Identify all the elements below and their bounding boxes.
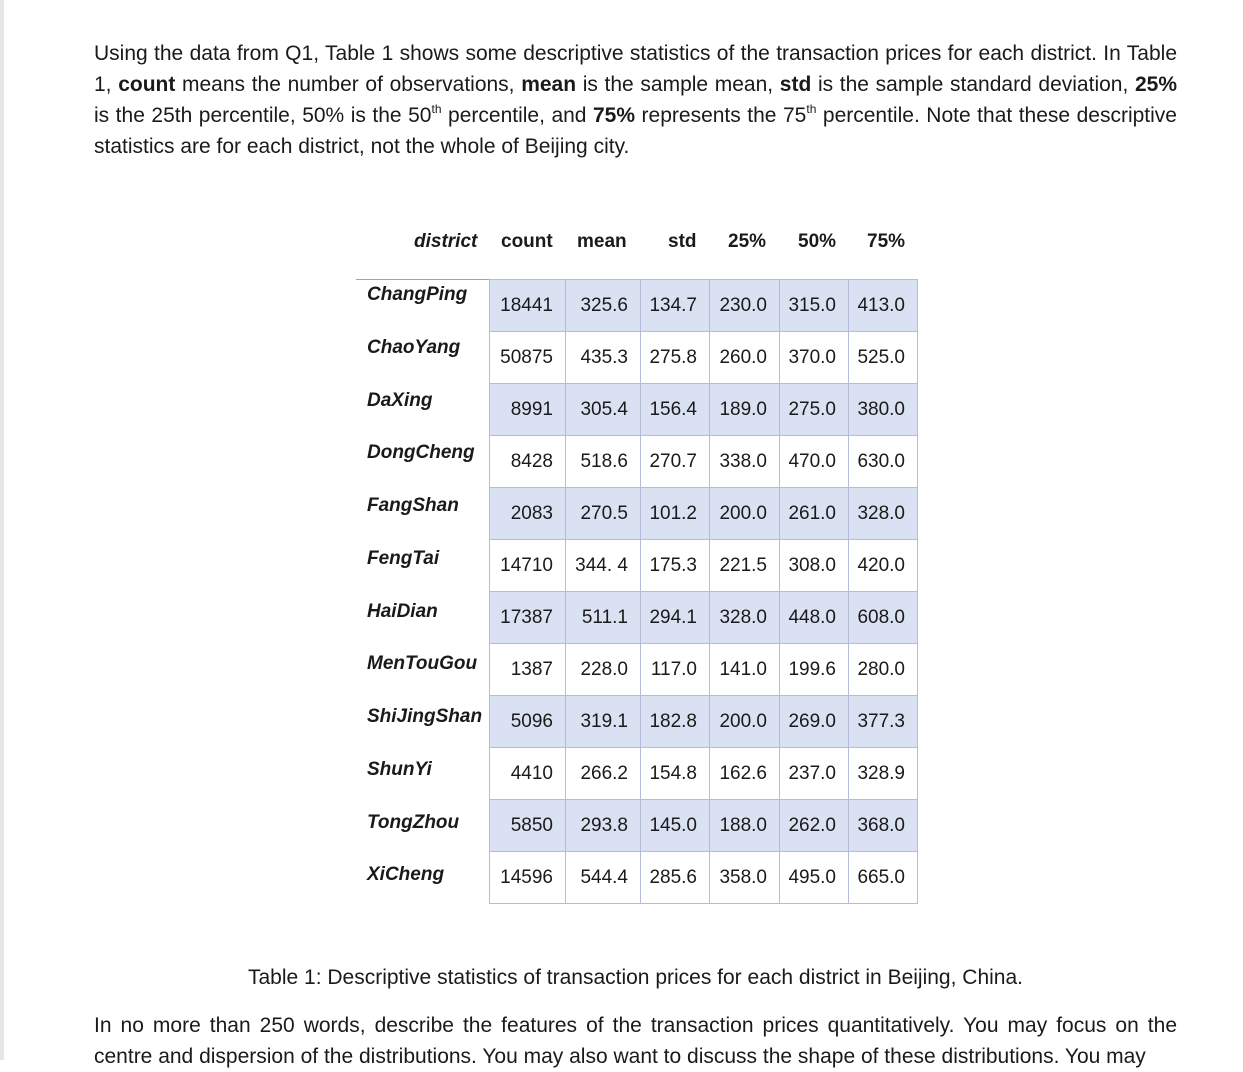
cell-p75: 630.0 <box>849 436 918 488</box>
term-count: count <box>118 73 176 96</box>
table-caption: Table 1: Descriptive statistics of transaction prices for each district in Beijing, China. <box>247 966 1023 989</box>
cell-count: 50875 <box>490 332 566 384</box>
cell-p25: 338.0 <box>710 436 780 488</box>
table-row <box>490 852 918 904</box>
cell-count: 4410 <box>490 748 566 800</box>
intro-text: means the number of observations, <box>175 73 522 96</box>
term-75: 75% <box>593 104 636 127</box>
cell-std: 101.2 <box>641 488 710 540</box>
district-label: XiCheng <box>367 864 445 886</box>
cell-p75: 608.0 <box>849 592 918 644</box>
cell-p25: 188.0 <box>710 800 780 852</box>
table-rule <box>356 279 490 280</box>
cell-p25: 189.0 <box>710 384 780 436</box>
table-row <box>490 540 918 592</box>
cell-count: 5850 <box>490 800 566 852</box>
superscript: th <box>431 102 442 116</box>
header-count: count <box>501 231 553 252</box>
header-75: 75% <box>867 231 906 252</box>
cell-count: 5096 <box>490 696 566 748</box>
cell-p75: 368.0 <box>849 800 918 852</box>
cell-count: 18441 <box>490 280 566 332</box>
cell-count: 8991 <box>490 384 566 436</box>
cell-p75: 328.0 <box>849 488 918 540</box>
intro-paragraph <box>94 38 1177 162</box>
term-25: 25% <box>1134 73 1177 96</box>
header-district: district <box>414 231 478 252</box>
superscript: th <box>806 102 817 116</box>
cell-p50: 308.0 <box>780 540 849 592</box>
cell-p25: 230.0 <box>710 280 780 332</box>
cell-p75: 328.9 <box>849 748 918 800</box>
cell-p50: 495.0 <box>780 852 849 904</box>
cell-std: 145.0 <box>641 800 710 852</box>
cell-p75: 525.0 <box>849 332 918 384</box>
table-row <box>490 696 918 748</box>
question-paragraph: In no more than 250 words, describe the features of the transaction prices quantitatively. You may focus on the centre and dispersion of the distributions. You may also want to discuss the shape of these distributions. You may <box>94 1014 1177 1068</box>
district-label: ShunYi <box>367 758 432 780</box>
cell-count: 14710 <box>490 540 566 592</box>
cell-p25: 162.6 <box>710 748 780 800</box>
cell-mean: 319.1 <box>566 696 641 748</box>
district-label: FengTai <box>367 547 440 569</box>
cell-p75: 377.3 <box>849 696 918 748</box>
cell-std: 175.3 <box>641 540 710 592</box>
cell-mean: 305.4 <box>566 384 641 436</box>
cell-p25: 260.0 <box>710 332 780 384</box>
district-label: ChangPing <box>367 284 468 305</box>
cell-std: 285.6 <box>641 852 710 904</box>
cell-count: 17387 <box>490 592 566 644</box>
cell-p50: 470.0 <box>780 436 849 488</box>
cell-p75: 665.0 <box>849 852 918 904</box>
table-row <box>490 644 918 696</box>
data-grid <box>489 279 918 904</box>
cell-mean: 544.4 <box>566 852 641 904</box>
cell-p50: 261.0 <box>780 488 849 540</box>
cell-mean: 344. 4 <box>566 540 641 592</box>
term-mean: mean <box>521 73 577 96</box>
table-row <box>490 488 918 540</box>
cell-p25: 221.5 <box>710 540 780 592</box>
cell-p25: 328.0 <box>710 592 780 644</box>
table-row <box>490 280 918 332</box>
cell-std: 154.8 <box>641 748 710 800</box>
district-label: ChaoYang <box>367 336 461 358</box>
cell-mean: 228.0 <box>566 644 641 696</box>
table-row <box>490 332 918 384</box>
term-std: std <box>779 73 812 96</box>
cell-mean: 518.6 <box>566 436 641 488</box>
district-label: DaXing <box>367 389 433 411</box>
page-edge <box>0 0 4 1060</box>
cell-p25: 200.0 <box>710 696 780 748</box>
cell-std: 117.0 <box>641 644 710 696</box>
cell-mean: 511.1 <box>566 592 641 644</box>
header-25: 25% <box>728 231 767 252</box>
cell-p25: 141.0 <box>710 644 780 696</box>
cell-p75: 420.0 <box>849 540 918 592</box>
intro-text: Using the data from Q1, Table 1 shows some descriptive statistics of the transaction prices for each district. In Table 1, <box>94 42 1177 96</box>
cell-count: 2083 <box>490 488 566 540</box>
table-row <box>490 436 918 488</box>
cell-p50: 448.0 <box>780 592 849 644</box>
table-row <box>490 800 918 852</box>
cell-mean: 266.2 <box>566 748 641 800</box>
header-std: std <box>668 231 697 252</box>
district-label: MenTouGou <box>367 653 478 675</box>
cell-p75: 413.0 <box>849 280 918 332</box>
intro-text: percentile. Note that these descriptive statistics are for each district, not the whole of Beijing city. <box>94 104 1177 158</box>
district-label: HaiDian <box>367 600 438 622</box>
cell-std: 270.7 <box>641 436 710 488</box>
cell-p50: 269.0 <box>780 696 849 748</box>
intro-text: represents the 75 <box>635 104 807 127</box>
cell-std: 182.8 <box>641 696 710 748</box>
header-50: 50% <box>798 231 837 252</box>
intro-text: is the sample mean, <box>576 73 780 96</box>
header-mean: mean <box>577 231 627 252</box>
cell-p50: 237.0 <box>780 748 849 800</box>
table-row <box>490 384 918 436</box>
district-label: FangShan <box>367 495 459 516</box>
cell-p25: 358.0 <box>710 852 780 904</box>
district-label: TongZhou <box>367 811 460 833</box>
cell-p75: 380.0 <box>849 384 918 436</box>
cell-p50: 370.0 <box>780 332 849 384</box>
cell-p50: 275.0 <box>780 384 849 436</box>
cell-std: 134.7 <box>641 280 710 332</box>
intro-text: is the 25th percentile, 50% is the 50 <box>94 104 432 127</box>
cell-std: 275.8 <box>641 332 710 384</box>
cell-count: 14596 <box>490 852 566 904</box>
table-row <box>490 592 918 644</box>
grid-body <box>490 280 918 904</box>
cell-mean: 293.8 <box>566 800 641 852</box>
cell-p50: 199.6 <box>780 644 849 696</box>
cell-count: 1387 <box>490 644 566 696</box>
cell-mean: 435.3 <box>566 332 641 384</box>
cell-mean: 325.6 <box>566 280 641 332</box>
cell-std: 156.4 <box>641 384 710 436</box>
cell-p25: 200.0 <box>710 488 780 540</box>
cell-mean: 270.5 <box>566 488 641 540</box>
intro-text: percentile, and <box>441 104 593 127</box>
table-row <box>490 748 918 800</box>
cell-p75: 280.0 <box>849 644 918 696</box>
district-label: ShiJingShan <box>367 706 483 727</box>
cell-p50: 315.0 <box>780 280 849 332</box>
cell-count: 8428 <box>490 436 566 488</box>
intro-text: is the sample standard deviation, <box>811 73 1135 96</box>
cell-std: 294.1 <box>641 592 710 644</box>
district-label: DongCheng <box>367 442 475 464</box>
cell-p50: 262.0 <box>780 800 849 852</box>
